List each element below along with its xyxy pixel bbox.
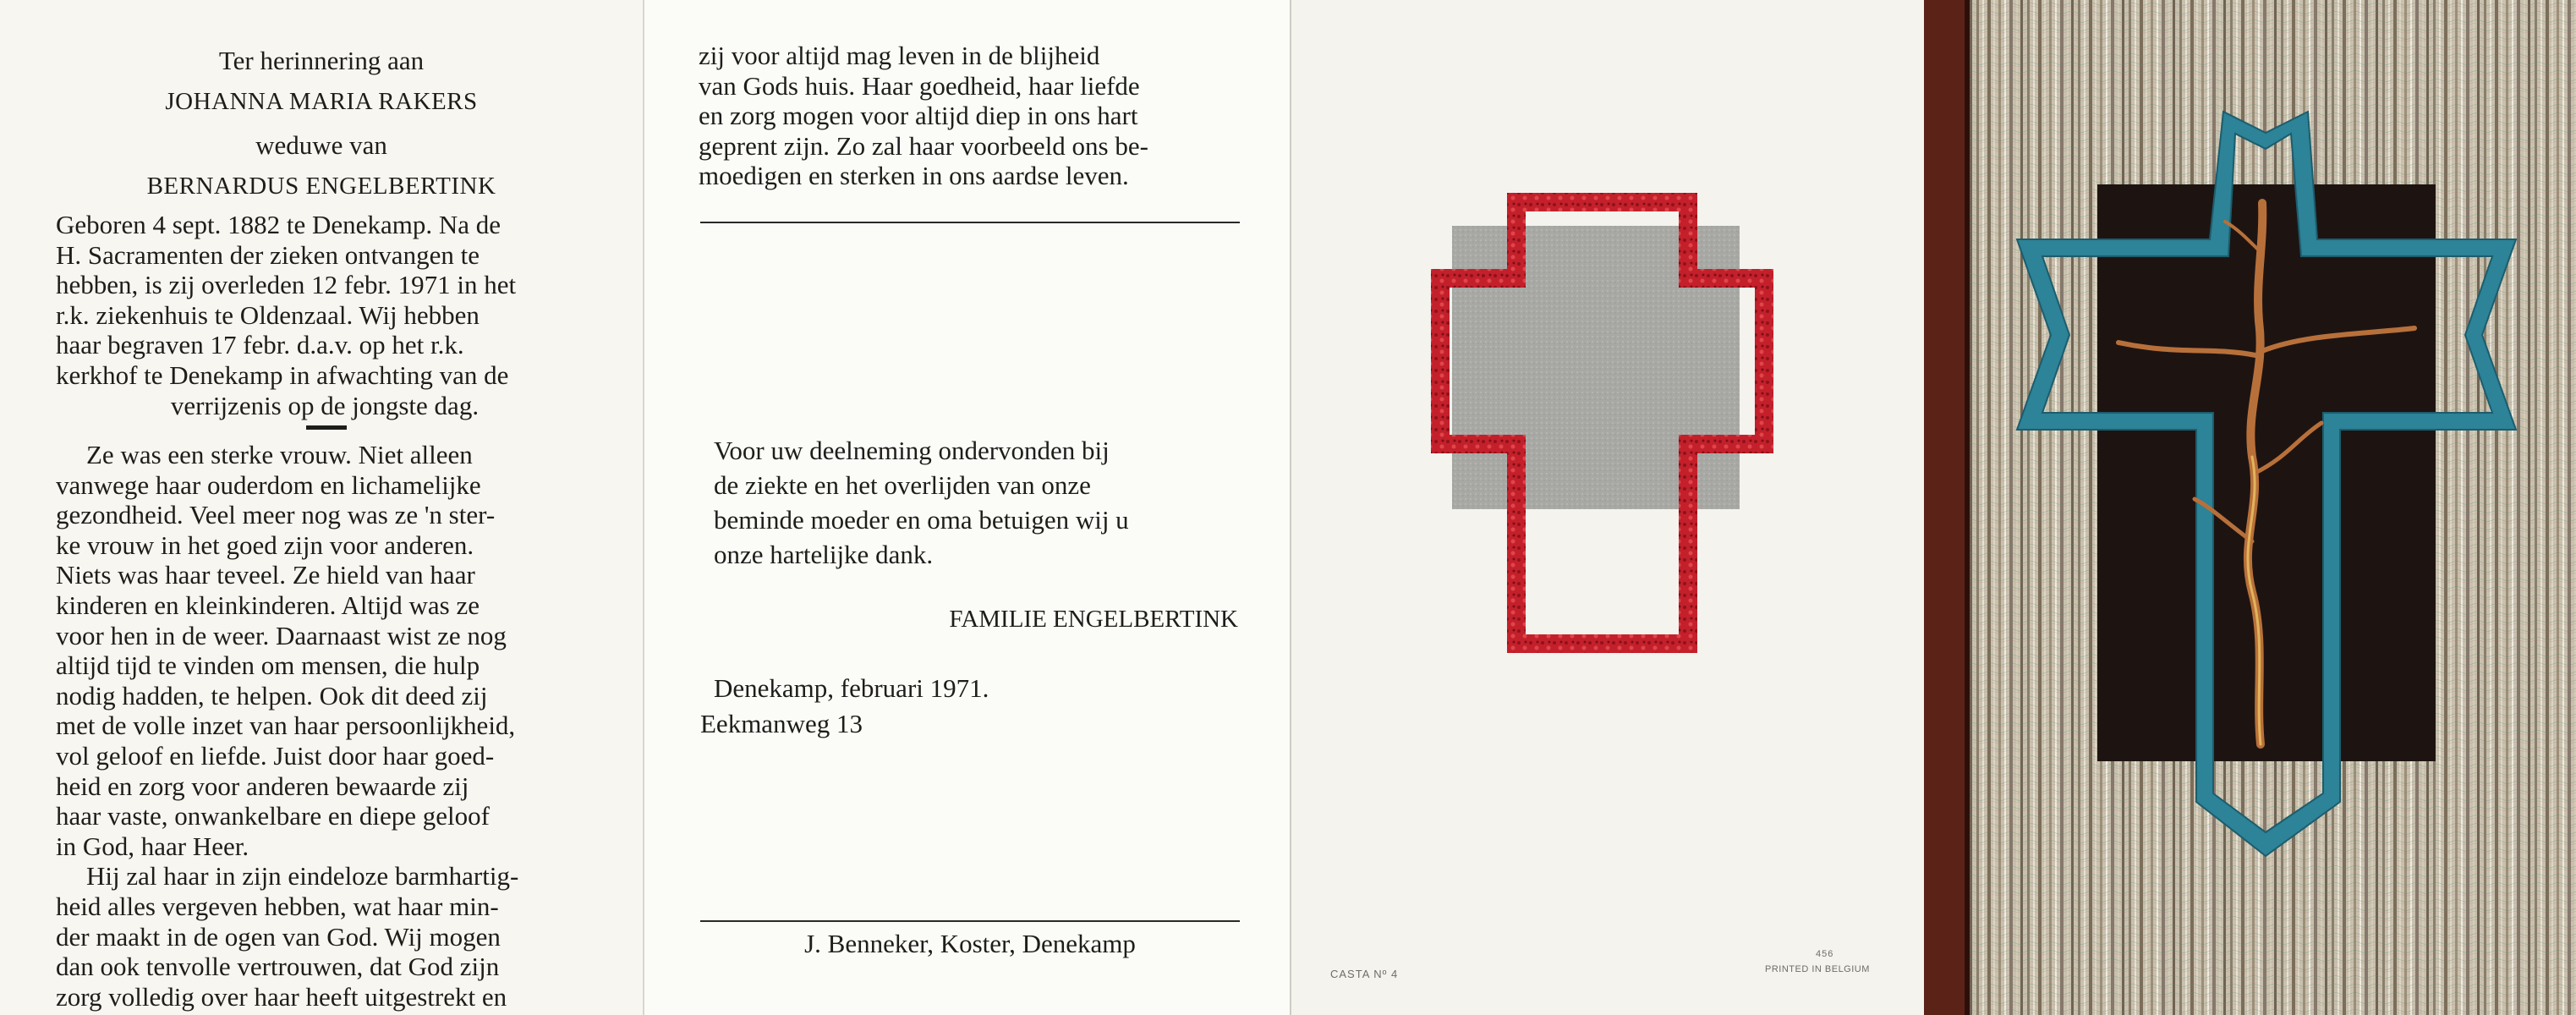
- cross-card-panel: [1290, 0, 1924, 1015]
- paragraph-line: Voor uw deelneming ondervonden bij: [714, 436, 1110, 465]
- paragraph-line: kerkhof te Denekamp in afwachting van de: [56, 359, 509, 390]
- paragraph-line: hebben, is zij overleden 12 febr. 1971 in het: [56, 270, 517, 300]
- paragraph-line: kinderen en kleinkinderen. Altijd was ze: [56, 590, 480, 620]
- paragraph-line: in God, haar Heer.: [56, 831, 249, 861]
- paragraph-line: haar begraven 17 febr. d.a.v. op het r.k.: [56, 330, 464, 360]
- divider-top: [700, 222, 1240, 223]
- paragraph-line: zorg volledig over haar heeft uitgestrekt en: [56, 981, 507, 1012]
- paragraph-line: heid alles vergeven hebben, wat haar min-: [56, 891, 499, 921]
- divider-bottom: [700, 920, 1240, 922]
- paragraph-line: Geboren 4 sept. 1882 te Denekamp. Na de: [56, 210, 501, 239]
- paragraph-line: nodig hadden, te helpen. Ook dit deed zij: [56, 680, 488, 710]
- family-signature: FAMILIE ENGELBERTINK: [949, 606, 1238, 633]
- birth-death-paragraph: [56, 210, 594, 420]
- paragraph-line: en zorg mogen voor altijd diep in ons hart: [699, 101, 1138, 131]
- paragraph-line: dan ook tenvolle vertrouwen, dat God zijn: [56, 952, 500, 982]
- paragraph-line: onze hartelijke dank.: [714, 540, 934, 569]
- print-code: 456: [1816, 949, 1834, 959]
- paragraph-line: Ze was een sterke vrouw. Niet alleen: [86, 440, 473, 469]
- paragraph-line: haar vaste, onwankelbare en diepe geloof: [56, 801, 490, 831]
- printer-credit: J. Benneker, Koster, Denekamp: [804, 929, 1136, 958]
- red-cross-artwork: [1291, 0, 1926, 1015]
- continuation-paragraph: [699, 41, 1240, 191]
- textured-card-panel: [1924, 0, 2576, 1015]
- heading-remembrance: Ter herinnering aan: [218, 46, 425, 75]
- paragraph-line: vanwege haar ouderdom en lichamelijke: [56, 469, 481, 500]
- paragraph-line: gezondheid. Veel meer nog was ze 'n ster-: [56, 500, 496, 530]
- paragraph-line: de ziekte en het overlijden van onze: [714, 470, 1091, 500]
- printed-in-label: PRINTED IN BELGIUM: [1765, 964, 1870, 974]
- casta-label: CASTA Nº 4: [1330, 968, 1399, 980]
- address: Eekmanweg 13: [700, 709, 863, 738]
- place-date: Denekamp, februari 1971.: [714, 673, 989, 703]
- paragraph-line: der maakt in de ogen van God. Wij mogen: [56, 921, 501, 952]
- paragraph-line: voor hen in de weer. Daarnaast wist ze nog: [56, 620, 507, 650]
- paragraph-line: van Gods huis. Haar goedheid, haar liefde: [699, 70, 1140, 101]
- paragraph-line: H. Sacramenten der zieken ontvangen te: [56, 239, 480, 270]
- paragraph-line: verrijzenis op de jongste dag.: [170, 390, 480, 420]
- paragraph-line: Niets was haar teveel. Ze hield van haar: [56, 560, 475, 590]
- paragraph-line: Hij zal haar in zijn eindeloze barmhartig-: [86, 861, 519, 892]
- tribute-paragraph: [56, 440, 594, 1012]
- spine-band: [1924, 0, 1965, 1015]
- paragraph-line: altijd tijd te vinden om mensen, die hulp: [56, 650, 480, 681]
- paragraph-line: met de volle inzet van haar persoonlijkheid,: [56, 710, 516, 741]
- deceased-name: JOHANNA MARIA RAKERS: [165, 88, 478, 115]
- thanks-paragraph: [714, 433, 1238, 572]
- paragraph-line: heid en zorg voor anderen bewaarde zij: [56, 771, 469, 801]
- thanks-panel: [643, 0, 1290, 1015]
- paragraph-line: zij voor altijd mag leven in de blijheid: [699, 41, 1100, 70]
- paragraph-line: r.k. ziekenhuis te Oldenzaal. Wij hebben: [56, 299, 480, 330]
- paragraph-line: moedigen en sterken in ons aardse leven.: [699, 161, 1129, 191]
- memorial-text-panel: [0, 0, 643, 1015]
- paragraph-line: vol geloof en liefde. Juist door haar goed-: [56, 740, 495, 771]
- paragraph-line: ke vrouw in het goed zijn voor anderen.: [56, 529, 474, 560]
- star-cross-artwork: [1924, 0, 2576, 1015]
- spouse-name: BERNARDUS ENGELBERTINK: [146, 173, 496, 200]
- paragraph-line: geprent zijn. Zo zal haar voorbeeld ons be-: [699, 130, 1148, 161]
- separator-dash: [306, 425, 347, 430]
- paragraph-line: beminde moeder en oma betuigen wij u: [714, 505, 1129, 535]
- heading-widow-of: weduwe van: [255, 130, 387, 160]
- dark-square: [2097, 184, 2436, 761]
